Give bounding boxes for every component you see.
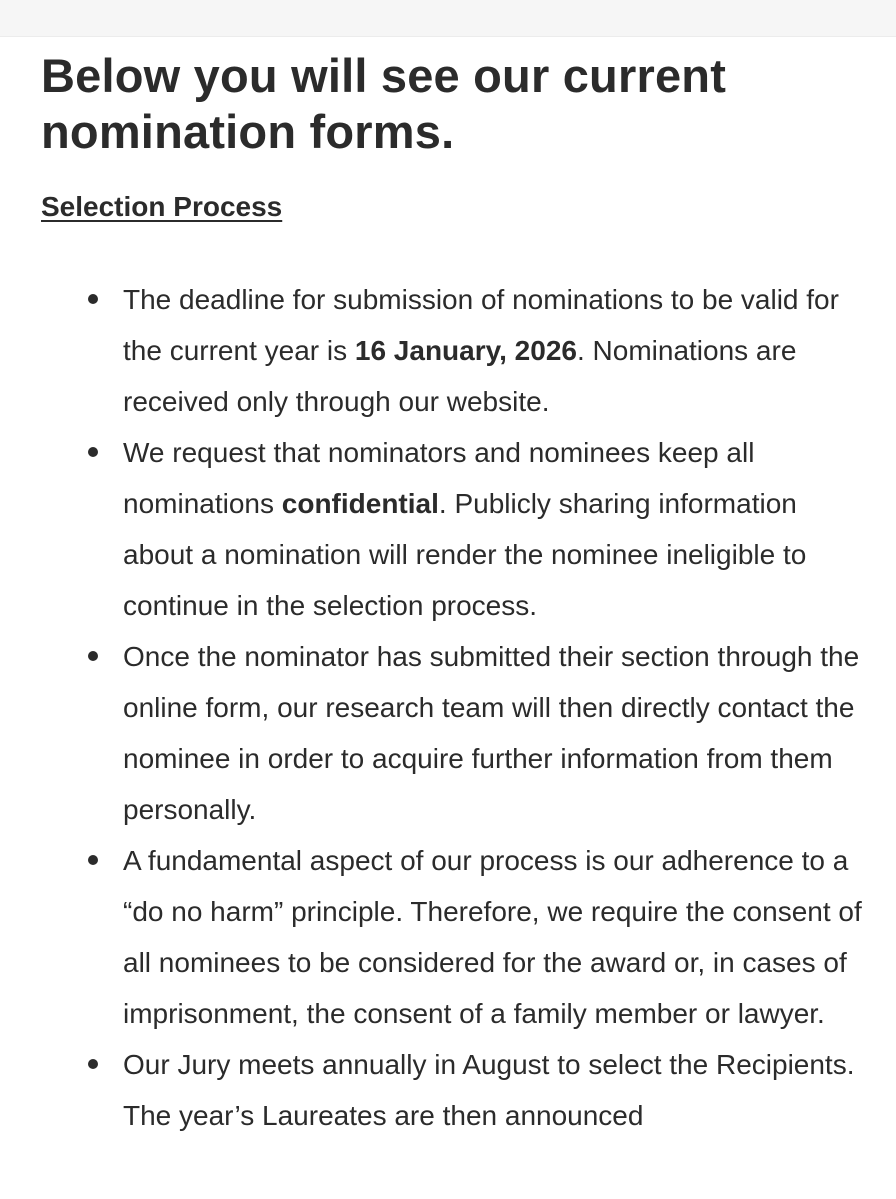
do-no-harm-text: A fundamental aspect of our process is our adherence to a “do no harm” principle. Therefore, we require the consent of all nominees to be considered for the award or, in cases of imprisonment, the consent of a family member or lawyer.: [123, 845, 862, 1029]
page-content: [41, 48, 871, 1131]
list-item-deadline: [41, 274, 871, 427]
bullet-icon: [88, 651, 98, 661]
bullet-icon: [88, 855, 98, 865]
bullet-icon: [88, 1059, 98, 1069]
list-item-confidentiality: [41, 427, 871, 631]
page-title: Below you will see our current nomination forms.: [41, 49, 727, 158]
deadline-text-end: . Nominations are received only through our website.: [123, 335, 797, 417]
jury-text: Our Jury meets annually in August to select the Recipients. The year’s Laureates are then announced: [123, 1049, 855, 1131]
bullet-icon: [88, 294, 98, 304]
list-item-research-contact: [41, 631, 871, 835]
selection-process-list: [41, 274, 871, 1141]
bullet-icon: [88, 447, 98, 457]
list-item-jury: [41, 1039, 871, 1141]
confidentiality-text-start: We request that nominators and nominees keep all nominations: [123, 437, 755, 519]
selection-process-heading: Selection Process: [41, 191, 283, 222]
deadline-date: 16 January, 2026: [354, 335, 577, 366]
confidentiality-text-end: . Publicly sharing information about a nomination will render the nominee ineligible to continue in the selection process.: [123, 488, 807, 621]
confidential-emphasis: confidential: [281, 488, 439, 519]
deadline-text-start: The deadline for submission of nominations to be valid for the current year is: [123, 284, 839, 366]
browser-top-bar: [0, 0, 896, 37]
research-contact-text: Once the nominator has submitted their section through the online form, our research team will then directly contact the nominee in order to acquire further information from them personally.: [123, 641, 860, 825]
list-item-do-no-harm: [41, 835, 871, 1039]
